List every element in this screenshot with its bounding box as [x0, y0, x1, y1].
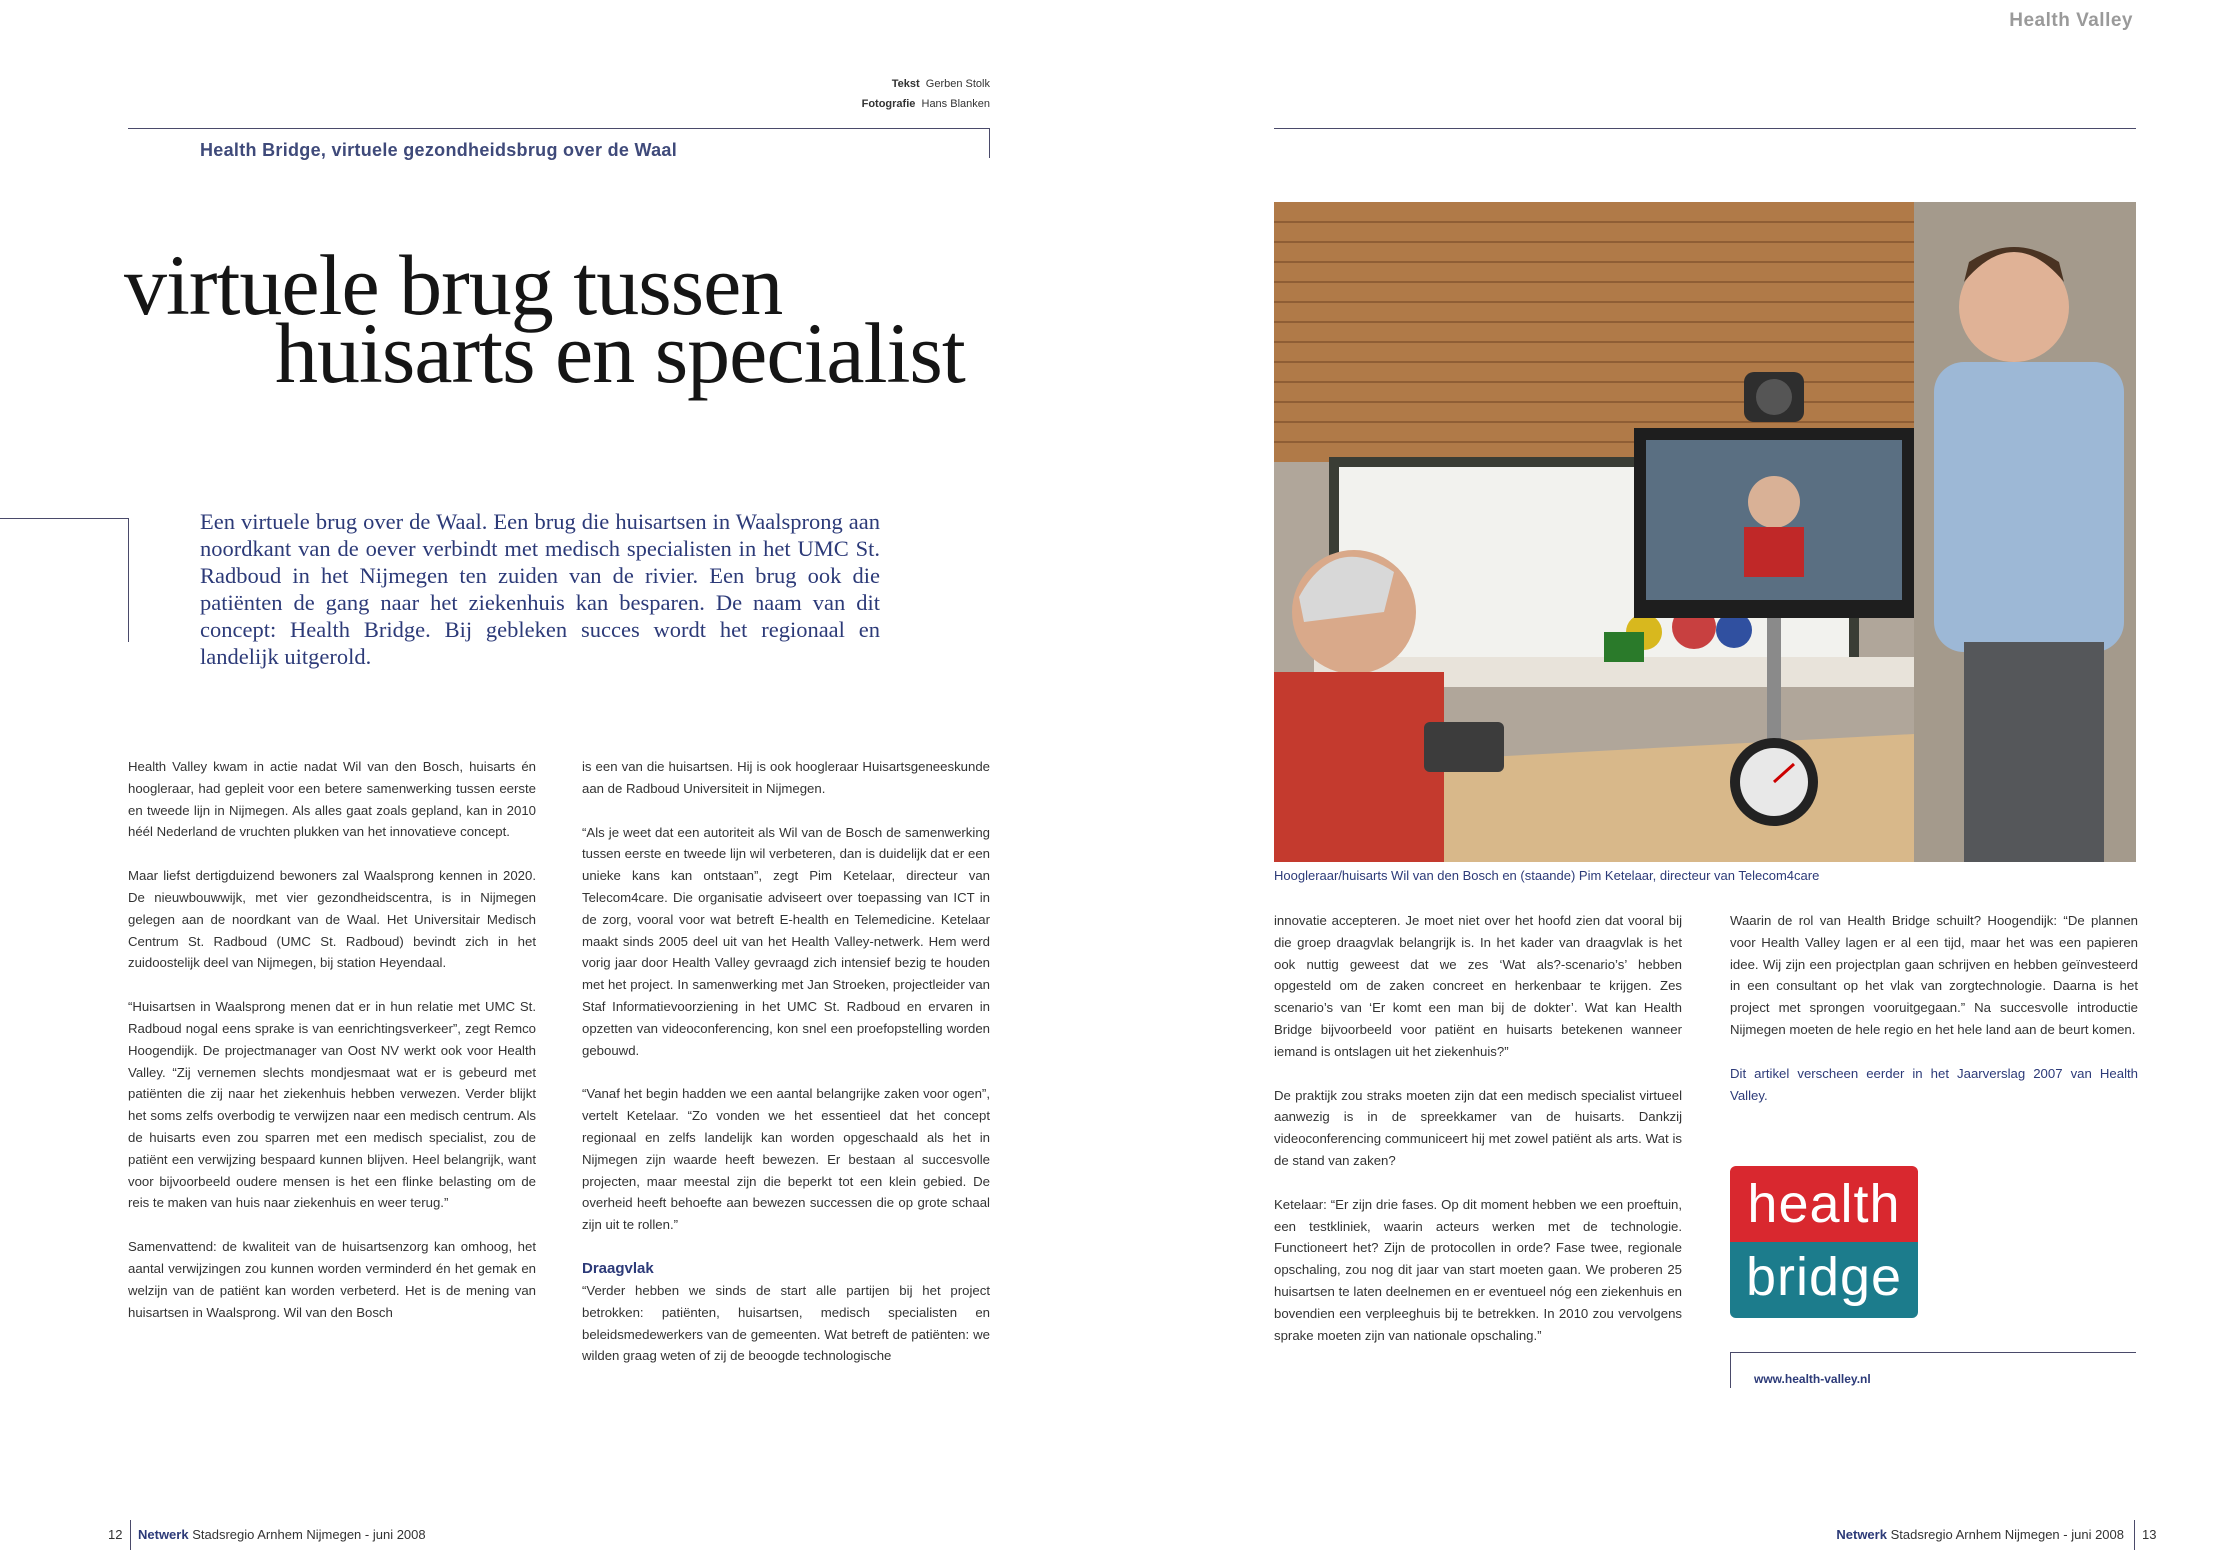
paragraph: Samenvattend: de kwaliteit van de huisartsenzorg kan omhoog, het aantal verwijzingen zou kunnen worden verminderd én het gemak en welzijn van de patiënt kan worden verbeterd. Het is de mening van huisartsen in Waalsprong. Wil van den Bosch [128, 1239, 536, 1320]
paragraph: Ketelaar: “Er zijn drie fases. Op dit moment hebben we een proeftuin, een testkliniek, waarin acteurs werken met de technologie. Functioneert het? Zijn de protocollen in orde? Fase twee, regionale opschaling, zou nog dit jaar van start moeten gaan. We proberen 25 huisartsen te laten deelnemen en er eventueel nóg een ziekenhuis en bovendien een verpleeghuis bij te betrekken. In 2010 zou vervolgens sprake moeten zijn van nationale opschaling.” [1274, 1196, 1682, 1343]
source-note: Dit artikel verscheen eerder in het Jaarverslag 2007 van Health Valley. [1730, 1065, 2138, 1103]
photo-caption: Hoogleraar/huisarts Wil van den Bosch en (staande) Pim Ketelaar, directeur van Telecom4care [1274, 868, 1820, 883]
paragraph: Health Valley kwam in actie nadat Wil van den Bosch, huisarts én hoogleraar, had gepleit voor een betere samenwerking tussen eerste en tweede lijn in Nijmegen. Als alles gaat zoals gepland, kan in 2010 héél Nederland de vruchten plukken van het innovatieve concept. [128, 759, 536, 840]
left-top-rule-tick [989, 128, 990, 158]
credits [730, 74, 990, 114]
paragraph: “Verder hebben we sinds de start alle partijen bij het project betrokken: patiënten, huisartsen, medisch specialisten en beleidsmedewerkers van de gemeenten. Wat betreft de patiënten: we wilden graag weten of zij de beoogde technologische [582, 1282, 990, 1364]
article-photo [1274, 202, 2136, 862]
right-top-rule [1274, 128, 2136, 129]
footer-text: Stadsregio Arnhem Nijmegen - juni 2008 [192, 1527, 426, 1542]
logo-bridge: bridge [1730, 1242, 1918, 1318]
footer-left [138, 1527, 426, 1542]
paragraph: Maar liefst dertigduizend bewoners zal Waalsprong kennen in 2020. De nieuwbouwwijk, met vier gezondheidscentra, is in Nijmegen gelegen aan de noordkant van de Waal. Het Universitair Medisch Centrum St. Radboud (UMC St. Radboud) bevindt zich in het zuidoostelijk deel van Nijmegen, bij station Heyendaal. [128, 868, 536, 971]
footer-right [1836, 1527, 2124, 1542]
page-number-left: 12 [108, 1527, 123, 1542]
lead-paragraph: Een virtuele brug over de Waal. Een brug die huisartsen in Waalsprong aan noordkant van de oever verbindt met medisch specialisten in het UMC St. Radboud in het Nijmegen ten zuiden van de rivier. Een brug ook die patiënten de gang naar het ziekenhuis kan besparen. De naam van dit concept: Health Bridge. Bij gebleken succes wordt het regionaal en landelijk uitgerold. [200, 509, 880, 669]
footer-brand: Netwerk [1836, 1527, 1887, 1542]
running-head: Health Valley [2009, 10, 2133, 31]
photo-illustration [1274, 202, 2136, 862]
paragraph: “Vanaf het begin hadden we een aantal belangrijke zaken voor ogen”, vertelt Ketelaar. “Zo vonden we het essentieel dat het concept regionaal en zelfs landelijk kan worden opgeschaald als het in Nijmegen zijn waarde heeft bewezen. Er bestaan al succesvolle projecten, maar meestal zijn die beperkt tot een klein gebied. De overheid heeft behoefte aan bewezen successen die op grote schaal zijn uit te rollen.” [582, 1086, 990, 1233]
paragraph: “Huisartsen in Waalsprong menen dat er in hun relatie met UMC St. Radboud nogal eens sprake is van eenrichtingsverkeer”, zegt Remco Hoogendijk. De projectmanager van Oost NV werkt ook voor Health Valley. “Zij vernemen slechts mondjesmaat wat er is gebeurd met patiënten die zij naar het ziekenhuis hebben verwezen. Verder blijkt het soms zelfs overbodig te verwijzen naar een medisch centrum. Als de huisarts even zou sparren met een medisch specialist, zou de patiënt een verwijzing bespaard kunnen blijven. Heel belangrijk, want voor bijvoorbeeld oudere mensen is het een flinke belasting om de reis te maken van huis naar ziekenhuis en weer terug.” [128, 999, 536, 1211]
footer-brand: Netwerk [138, 1527, 189, 1542]
headline-line-1: virtuele brug tussen [124, 237, 783, 333]
body-column-4 [1730, 910, 2138, 1128]
body-column-3 [1274, 910, 1682, 1368]
footer-text: Stadsregio Arnhem Nijmegen - juni 2008 [1890, 1527, 2124, 1542]
paragraph: De praktijk zou straks moeten zijn dat een medisch specialist virtueel aanwezig is in de spreekkamer van de huisarts. Dankzij videoconferencing communiceert hij met zowel patiënt als arts. Wat is de stand van zaken? [1274, 1087, 1682, 1168]
body-column-1 [128, 756, 536, 1345]
paragraph: “Als je weet dat een autoriteit als Wil van de Bosch de samenwerking tussen eerste en tweede lijn wil verbeteren, dan is duidelijk dat er een unieke kans kan ontstaan”, zegt Pim Ketelaar, directeur van Telecom4care. Die organisatie adviseert over toepassing van ICT in de zorg, vooral voor wat betreft E-health en Telemedicine. Ketelaar maakt sinds 2005 deel uit van het Health Valley-netwerk. Hem werd vorig jaar door Health Valley gevraagd zich intensief bezig te houden met het project. In samenwerking met Jan Stroeken, projectleider van Staf Informatievoorziening in het UMC St. Radboud en ervaren in opzetten van videoconferencing, kon snel een proefopstelling worden gebouwd. [582, 824, 990, 1058]
page-number-right: 13 [2142, 1527, 2157, 1542]
paragraph: innovatie accepteren. Je moet niet over het hoofd zien dat vooral bij die groep draagvlak belangrijk is. In het kader van draagvlak is het ook nuttig geweest dat we zes ‘Wat als?-scenario’s’ hebben opgesteld om de zaken concreet en herkenbaar te krijgen. Zes scenario’s van ‘Er komt een man bij de dokter’. Wat kan Health Bridge bijvoorbeeld voor patiënt en huisarts betekenen wanneer iemand is ontslagen uit het ziekenhuis?” [1274, 913, 1682, 1059]
credit-text-author: Gerben Stolk [925, 78, 990, 90]
lead-bracket-side [128, 518, 129, 642]
section-label: Health Bridge, virtuele gezondheidsbrug over de Waal [200, 140, 678, 160]
body-column-2 [582, 756, 990, 1389]
left-top-rule [128, 128, 990, 129]
logo-health: health [1730, 1166, 1918, 1242]
credit-photo-label: Fotografie [861, 98, 916, 110]
headline-line-2: huisarts en specialist [275, 305, 965, 401]
url-rule-tick [1730, 1352, 1731, 1388]
credit-photo-author: Hans Blanken [921, 98, 990, 110]
paragraph: is een van die huisartsen. Hij is ook hoogleraar Huisartsgeneeskunde aan de Radboud Universiteit in Nijmegen. [582, 759, 990, 796]
credit-text-label: Tekst [891, 78, 920, 90]
footer-left-divider [130, 1520, 131, 1550]
paragraph: Waarin de rol van Health Bridge schuilt? Hoogendijk: “De plannen voor Health Valley lagen er al een tijd, maar het was een papieren idee. Wij zijn een projectplan gaan schrijven en hebben geïnvesteerd in een consultant op het vlak van zorgtechnologie. Daarna is het project met sprongen vooruitgegaan.” Na succesvolle introductie Nijmegen moeten de hele regio en het hele land aan de beurt komen. [1730, 913, 2138, 1037]
footer-right-divider [2134, 1520, 2135, 1550]
url-rule [1730, 1352, 2136, 1353]
health-bridge-logo [1730, 1166, 1918, 1318]
lead-bracket-top [0, 518, 128, 519]
subheading: Draagvlak [582, 1259, 654, 1277]
website-url: www.health-valley.nl [1754, 1372, 1871, 1386]
